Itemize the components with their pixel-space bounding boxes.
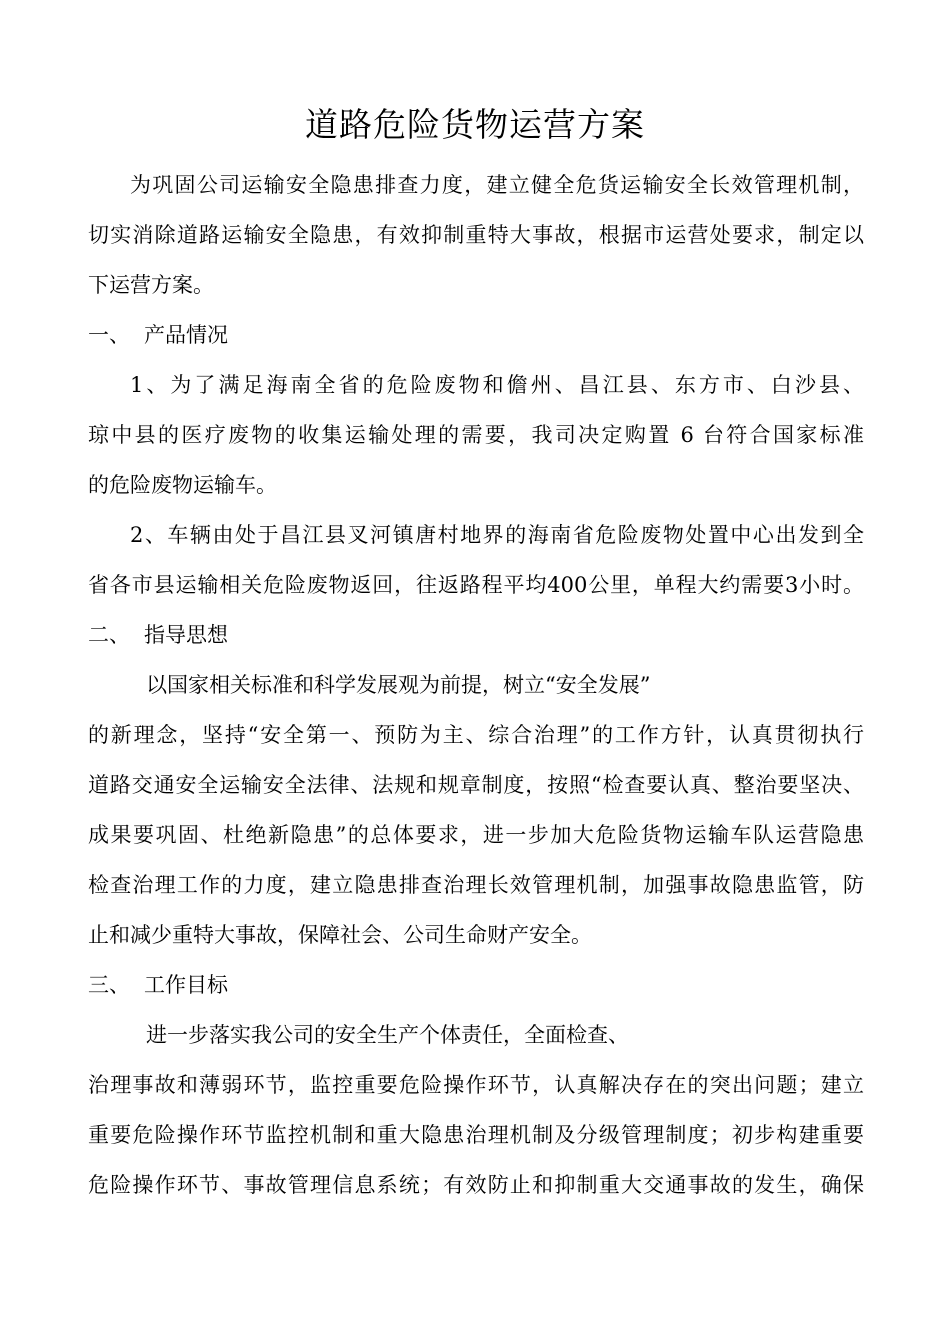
section-3-line-2: 治理事故和薄弱环节，监控重要危险操作环节，认真解决存在的突出问题；建立	[88, 1073, 864, 1097]
section-2-heading	[88, 620, 228, 650]
section-2-line-5: 检查治理工作的力度，建立隐患排查治理长效管理机制，加强事故隐患监管，防	[88, 873, 864, 897]
section-2-line-2: 的新理念，坚持“安全第一、预防为主、综合治理”的工作方针，认真贯彻执行	[88, 723, 864, 747]
section-2-line-4: 成果要巩固、杜绝新隐患”的总体要求，进一步加大危险货物运输车队运营隐患	[88, 823, 864, 847]
section-1-title: 产品情况	[144, 323, 228, 347]
section-3-title: 工作目标	[144, 973, 228, 997]
section-1-item-1-line-3: 的危险废物运输车。	[88, 473, 277, 497]
intro-line-2: 切实消除道路运输安全隐患，有效抑制重特大事故，根据市运营处要求，制定以	[88, 223, 864, 247]
intro-line-1: 为巩固公司运输安全隐患排查力度，建立健全危货运输安全长效管理机制，	[130, 173, 864, 197]
section-2-line-3: 道路交通安全运输安全法律、法规和规章制度，按照“检查要认真、整治要坚决、	[88, 773, 864, 797]
section-1-item-1-line-2: 琼中县的医疗废物的收集运输处理的需要，我司决定购置 6 台符合国家标准	[88, 423, 864, 447]
section-2-line-1: 以国家相关标准和科学发展观为前提，树立“安全发展”	[146, 673, 651, 697]
section-1-item-1-line-1: 1、为了满足海南全省的危险废物和儋州、昌江县、东方市、白沙县、	[130, 373, 864, 397]
section-2-number: 二、	[88, 623, 130, 647]
section-3-heading	[88, 970, 228, 1000]
section-2-line-6: 止和减少重特大事故，保障社会、公司生命财产安全。	[88, 923, 592, 947]
section-1-heading	[88, 320, 228, 350]
section-3-number: 三、	[88, 973, 130, 997]
section-1-number: 一、	[88, 323, 130, 347]
section-3-line-4: 危险操作环节、事故管理信息系统；有效防止和抑制重大交通事故的发生，确保	[88, 1173, 864, 1197]
section-1-item-2-line-1: 2、车辆由处于昌江县叉河镇唐村地界的海南省危险废物处置中心出发到全	[130, 523, 864, 547]
document-title: 道路危险货物运营方案	[305, 105, 645, 144]
section-3-line-1: 进一步落实我公司的安全生产个体责任，全面检查、	[146, 1023, 629, 1047]
intro-line-3: 下运营方案。	[88, 273, 214, 297]
section-2-title: 指导思想	[144, 623, 228, 647]
section-3-line-3: 重要危险操作环节监控机制和重大隐患治理机制及分级管理制度；初步构建重要	[88, 1123, 864, 1147]
section-1-item-2-line-2: 省各市县运输相关危险废物返回，往返路程平均400公里，单程大约需要3小时。	[88, 573, 864, 597]
